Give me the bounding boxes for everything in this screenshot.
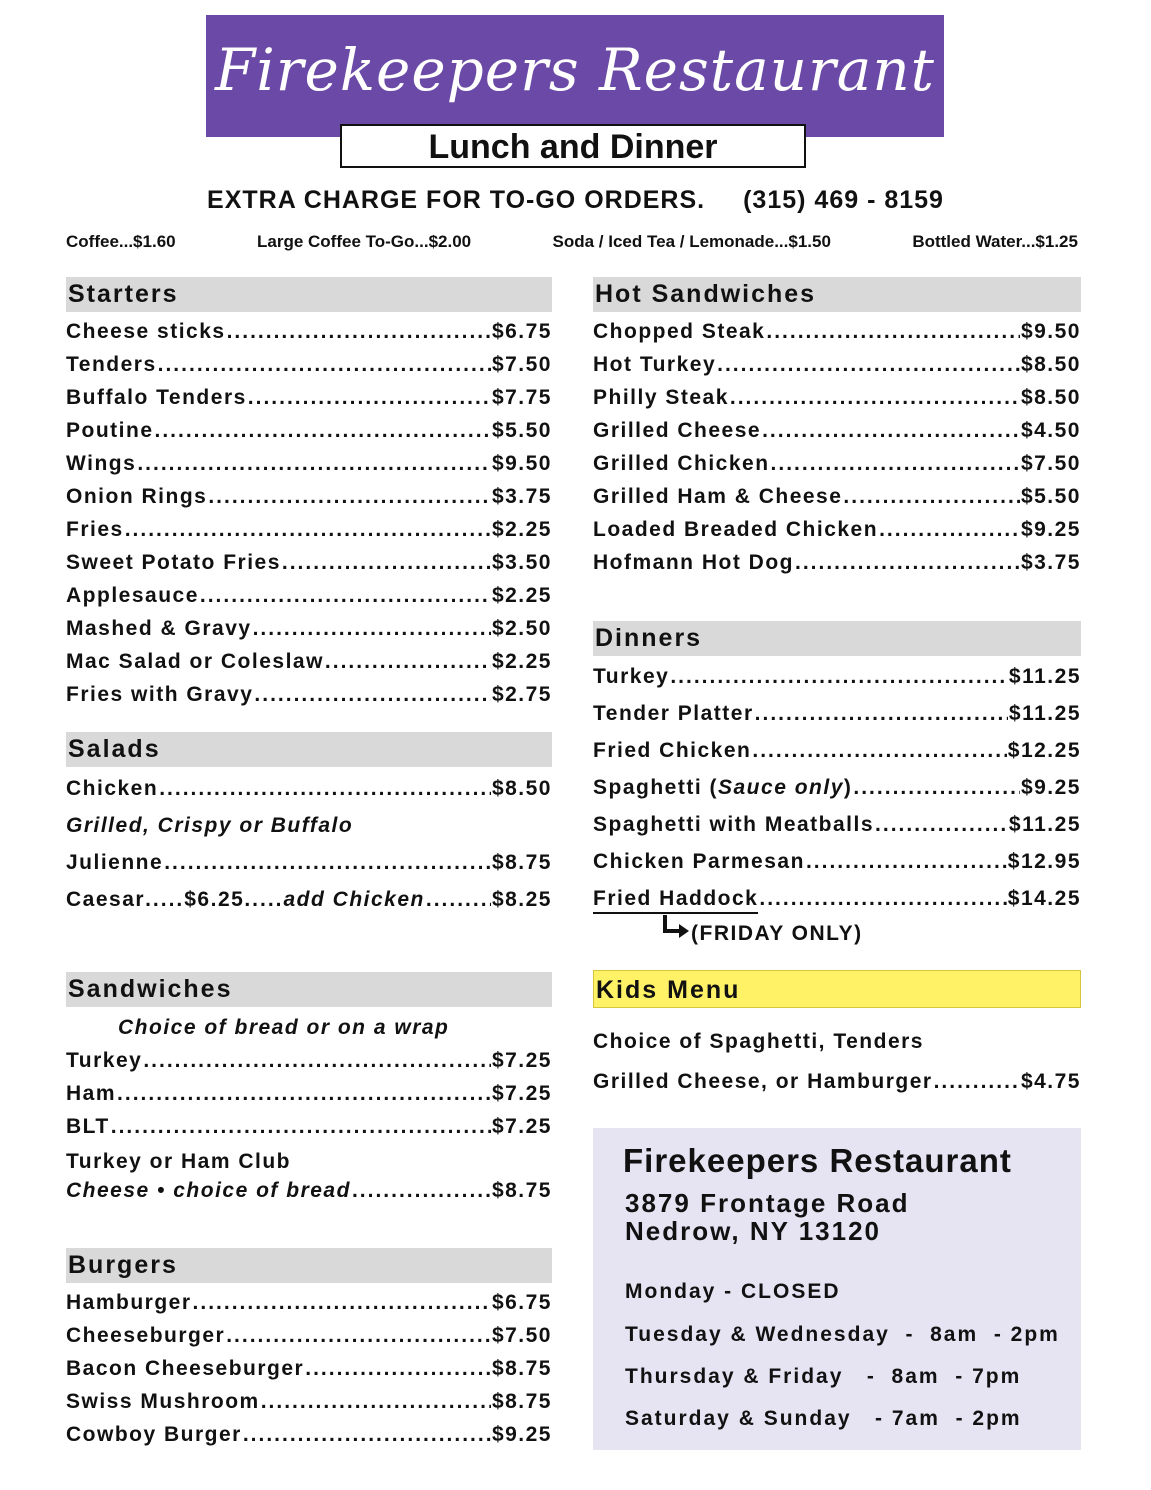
burgers-section bbox=[66, 1248, 552, 1451]
drink-item: Bottled Water...$1.25 bbox=[912, 232, 1078, 251]
address-line-2: Nedrow, NY 13120 bbox=[625, 1216, 881, 1246]
menu-subtitle: Lunch and Dinner bbox=[340, 124, 806, 168]
menu-item: Tender Platter ..... $11.25 bbox=[593, 695, 1081, 732]
to-go-charge-text: EXTRA CHARGE FOR TO-GO ORDERS. bbox=[207, 186, 706, 214]
drink-item: Coffee...$1.60 bbox=[66, 232, 176, 251]
hot-sandwiches-section bbox=[593, 277, 1081, 579]
salads-section bbox=[66, 732, 552, 918]
menu-item: Grilled Cheese ..... $4.50 bbox=[593, 414, 1081, 447]
title-banner bbox=[206, 15, 944, 137]
menu-item: Loaded Breaded Chicken ..... $9.25 bbox=[593, 513, 1081, 546]
dinners-section bbox=[593, 621, 1081, 950]
address-line-1: 3879 Frontage Road bbox=[625, 1188, 910, 1218]
menu-item: Chicken ..... $8.50 bbox=[66, 770, 552, 807]
menu-item: Mac Salad or Coleslaw ..... $2.25 bbox=[66, 645, 552, 678]
section-header: Kids Menu bbox=[593, 970, 1081, 1008]
section-header: Salads bbox=[66, 732, 552, 767]
menu-item: Caesar ..... $6.25 ..... add Chicken ..... $8.25 bbox=[66, 881, 552, 918]
sandwiches-section bbox=[66, 972, 552, 1205]
menu-item: Julienne ..... $8.75 bbox=[66, 844, 552, 881]
salad-chicken-options: Grilled, Crispy or Buffalo bbox=[66, 814, 354, 837]
menu-item: Turkey ..... $11.25 bbox=[593, 658, 1081, 695]
section-header: Hot Sandwiches bbox=[593, 277, 1081, 312]
restaurant-title: Firekeepers Restaurant bbox=[215, 36, 935, 104]
menu-item: Turkey ..... $7.25 bbox=[66, 1044, 552, 1077]
hours-line: Tuesday & Wednesday - 8am - 2pm bbox=[625, 1323, 1060, 1346]
menu-item: Fried Chicken ..... $12.25 bbox=[593, 732, 1081, 769]
restaurant-info-box bbox=[593, 1128, 1081, 1450]
menu-item: Onion Rings ..... $3.75 bbox=[66, 480, 552, 513]
drink-item: Large Coffee To-Go...$2.00 bbox=[257, 232, 472, 251]
section-header: Starters bbox=[66, 277, 552, 312]
menu-item: Ham ..... $7.25 bbox=[66, 1077, 552, 1110]
menu-item: Spaghetti ( Sauce only ) ..... $9.25 bbox=[593, 769, 1081, 806]
hours-line: Monday - CLOSED bbox=[625, 1280, 841, 1303]
turn-arrow-icon bbox=[661, 915, 691, 941]
menu-item: Chicken Parmesan ..... $12.95 bbox=[593, 843, 1081, 880]
sandwich-bread-note: Choice of bread or on a wrap bbox=[118, 1016, 450, 1039]
menu-item: Spaghetti with Meatballs ..... $11.25 bbox=[593, 806, 1081, 843]
menu-item: Hot Turkey ..... $8.50 bbox=[593, 348, 1081, 381]
menu-item: Fries ..... $2.25 bbox=[66, 513, 552, 546]
kids-menu-choices: Choice of Spaghetti, Tenders bbox=[593, 1030, 924, 1053]
kids-menu-section bbox=[593, 970, 1081, 1102]
menu-item: Grilled Cheese, or Hamburger ..... $4.75 bbox=[593, 1062, 1081, 1102]
menu-item: Cheese sticks ..... $6.75 bbox=[66, 315, 552, 348]
menu-item: Cheese • choice of bread ..... $8.75 bbox=[66, 1176, 552, 1205]
to-go-notice bbox=[0, 186, 1151, 215]
menu-item: Cowboy Burger ..... $9.25 bbox=[66, 1418, 552, 1451]
menu-item: Fried Haddock ..... $14.25 bbox=[593, 880, 1081, 917]
menu-item: Hofmann Hot Dog ..... $3.75 bbox=[593, 546, 1081, 579]
friday-only-note: (FRIDAY ONLY) bbox=[593, 917, 1081, 950]
section-header: Dinners bbox=[593, 621, 1081, 656]
menu-item: BLT ..... $7.25 bbox=[66, 1110, 552, 1143]
section-header: Sandwiches bbox=[66, 972, 552, 1007]
menu-item: Hamburger ..... $6.75 bbox=[66, 1286, 552, 1319]
menu-item: Grilled Chicken ..... $7.50 bbox=[593, 447, 1081, 480]
hours-line: Thursday & Friday - 8am - 7pm bbox=[625, 1365, 1022, 1388]
drinks-line bbox=[66, 232, 1078, 252]
menu-item: Applesauce ..... $2.25 bbox=[66, 579, 552, 612]
menu-item: Wings ..... $9.50 bbox=[66, 447, 552, 480]
section-header: Burgers bbox=[66, 1248, 552, 1283]
menu-item: Mashed & Gravy ..... $2.50 bbox=[66, 612, 552, 645]
menu-item: Poutine ..... $5.50 bbox=[66, 414, 552, 447]
menu-item: Grilled Ham & Cheese ..... $5.50 bbox=[593, 480, 1081, 513]
menu-item: Tenders ..... $7.50 bbox=[66, 348, 552, 381]
menu-item: Fries with Gravy ..... $2.75 bbox=[66, 678, 552, 711]
menu-item: Sweet Potato Fries ..... $3.50 bbox=[66, 546, 552, 579]
menu-item: Philly Steak ..... $8.50 bbox=[593, 381, 1081, 414]
menu-item: Swiss Mushroom ..... $8.75 bbox=[66, 1385, 552, 1418]
starters-section bbox=[66, 277, 552, 711]
club-sandwich-name: Turkey or Ham Club bbox=[66, 1150, 291, 1173]
menu-item: Bacon Cheeseburger ..... $8.75 bbox=[66, 1352, 552, 1385]
drink-item: Soda / Iced Tea / Lemonade...$1.50 bbox=[552, 232, 831, 251]
info-restaurant-name: Firekeepers Restaurant bbox=[623, 1142, 1012, 1179]
hours-line: Saturday & Sunday - 7am - 2pm bbox=[625, 1407, 1022, 1430]
menu-item: Chopped Steak ..... $9.50 bbox=[593, 315, 1081, 348]
phone-number: (315) 469 - 8159 bbox=[743, 186, 944, 214]
menu-item: Buffalo Tenders ..... $7.75 bbox=[66, 381, 552, 414]
menu-item: Cheeseburger ..... $7.50 bbox=[66, 1319, 552, 1352]
